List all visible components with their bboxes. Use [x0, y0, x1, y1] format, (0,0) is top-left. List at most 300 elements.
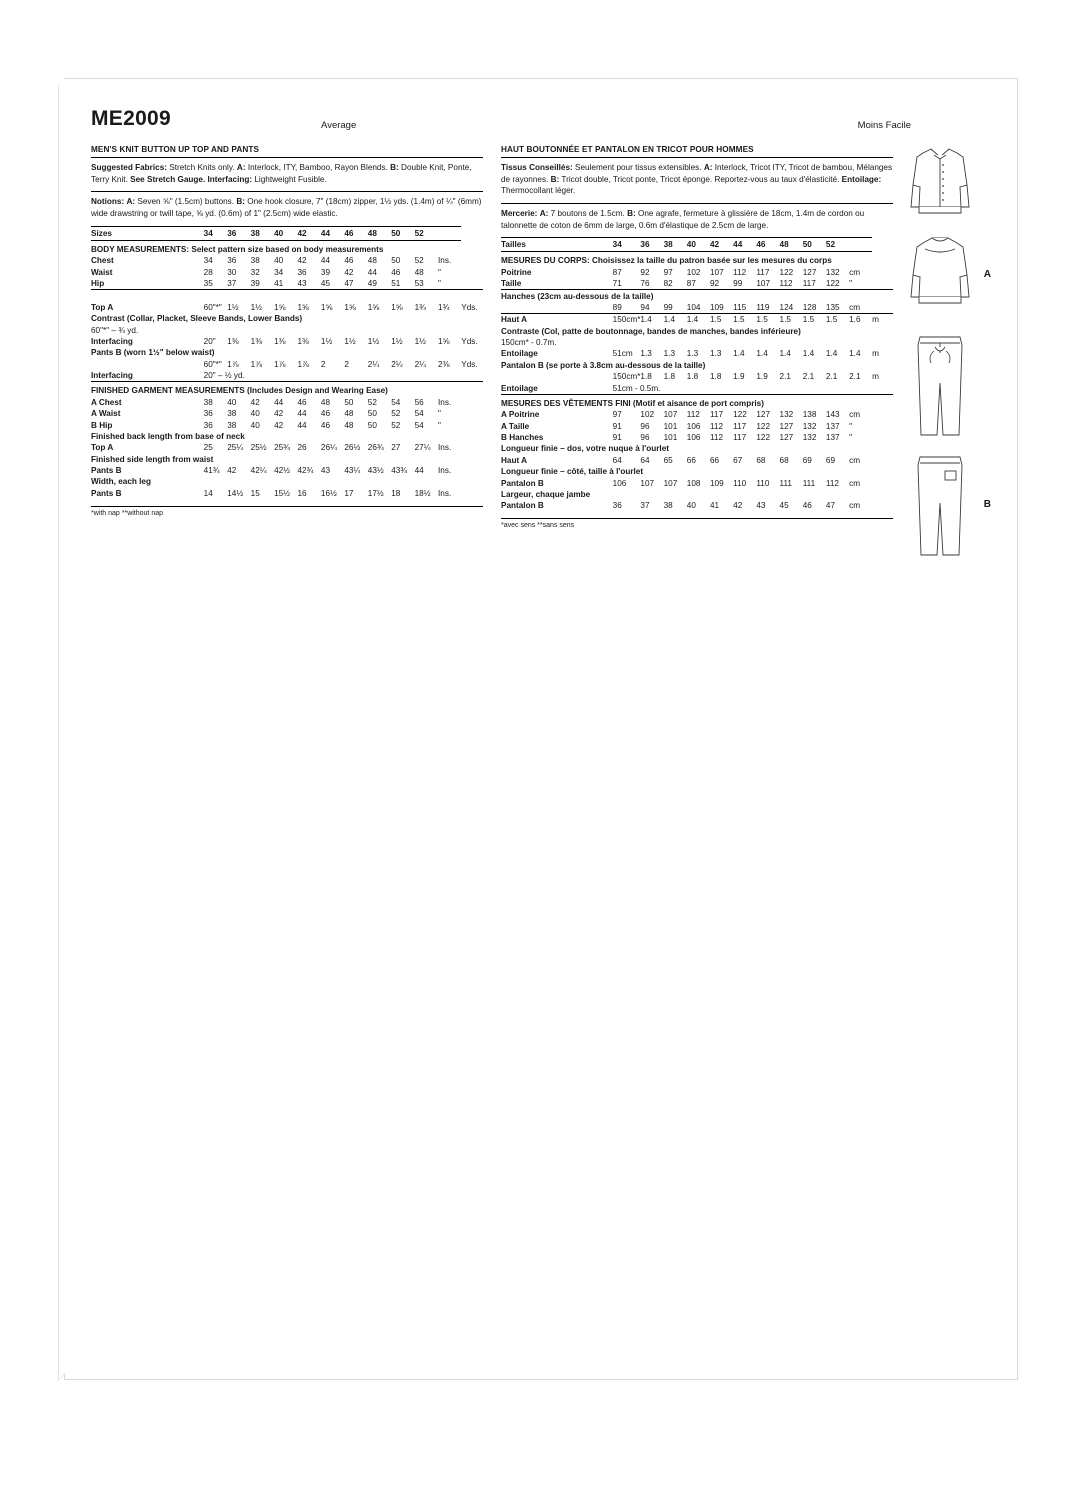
- cell: 91: [612, 421, 622, 431]
- cell: 46: [802, 501, 812, 511]
- body-measurements-head: MESURES DU CORPS: Choisissez la taille du patron basée sur les mesures du corps: [501, 256, 832, 266]
- cell: 101: [663, 433, 678, 443]
- cell: 40: [250, 420, 260, 430]
- cell: 1.5: [756, 315, 768, 325]
- table-row: [501, 420, 893, 431]
- table-row: [91, 266, 483, 277]
- cell: 106: [686, 421, 701, 431]
- cell: 2¼: [414, 359, 426, 369]
- cell: 122: [779, 267, 794, 277]
- cell: 18½: [414, 488, 431, 498]
- unit: ": [438, 409, 441, 419]
- cell: 51: [391, 278, 401, 288]
- cell: 92: [709, 279, 720, 289]
- cell: 1.5: [709, 315, 722, 325]
- figure-view-a-front: [901, 145, 983, 231]
- cell: 43: [320, 466, 331, 476]
- cell: 1⅞: [297, 359, 309, 369]
- french-measurements-table: [501, 237, 893, 511]
- row-label: Top A: [91, 443, 114, 453]
- table-row: [501, 466, 893, 477]
- cell: 127: [802, 267, 817, 277]
- side-length-head: Finished side length from waist: [91, 454, 214, 464]
- cell: 41: [709, 501, 720, 511]
- cell: 1½: [414, 336, 426, 346]
- cell: 1.4: [756, 349, 768, 359]
- cell: 2⅜: [438, 359, 450, 369]
- cell: 87: [612, 267, 622, 277]
- cell: 132: [802, 433, 817, 443]
- table-row: [501, 267, 893, 278]
- cell: 143: [825, 410, 840, 420]
- size-header: 52: [826, 238, 849, 252]
- cell: 1.8: [663, 372, 675, 382]
- pants-head: Pantalon B (se porte à 3.8cm au-dessous de la taille): [501, 360, 706, 370]
- cell: 16: [297, 488, 307, 498]
- size-header: 42: [298, 226, 321, 240]
- cell: 107: [709, 267, 724, 277]
- cell: 17: [344, 488, 354, 498]
- cell: 138: [802, 410, 817, 420]
- cell: 102: [640, 410, 655, 420]
- back-length-head: Longueur finie – dos, votre nuque à l'ourlet: [501, 444, 669, 454]
- size-header: 44: [733, 238, 756, 252]
- cell: 1.5: [825, 315, 838, 325]
- cell: 106: [686, 433, 701, 443]
- cell: 1.3: [686, 349, 699, 359]
- cell: 49: [367, 278, 377, 288]
- table-row: [501, 382, 893, 394]
- table-row: [91, 419, 483, 430]
- contrast-head: Contrast (Collar, Placket, Sleeve Bands, Lower Bands): [91, 314, 303, 324]
- cell: 1.5: [733, 315, 745, 325]
- cell: 89: [612, 302, 622, 312]
- table-row: [91, 370, 483, 382]
- cell: 27: [391, 443, 401, 453]
- hip-head: Hanches (23cm au-dessous de la taille): [501, 291, 654, 301]
- divider: [91, 191, 483, 192]
- cell: 52: [367, 397, 377, 407]
- table-row: [501, 409, 893, 420]
- fabric-width: 150cm*: [612, 315, 641, 325]
- english-column: [91, 145, 483, 565]
- cell: 82: [663, 279, 673, 289]
- size-header: 44: [321, 226, 344, 240]
- divider: [501, 203, 893, 204]
- table-row: [91, 488, 483, 499]
- cell: 42½: [274, 466, 291, 476]
- unit: ": [849, 421, 853, 431]
- cell: 92: [640, 267, 650, 277]
- pants-b-back-drawing: [901, 451, 979, 561]
- cell: 107: [640, 478, 655, 488]
- cell: 1.4: [825, 349, 838, 359]
- size-header: 42: [710, 238, 733, 252]
- cell: 26¾: [367, 443, 384, 453]
- cell: 112: [825, 478, 839, 488]
- cell: 42: [274, 420, 284, 430]
- cell: 96: [640, 433, 650, 443]
- cell: 1¾: [438, 302, 450, 312]
- cell: 99: [733, 279, 743, 289]
- interfacing-yardage: 51cm - 0.5m.: [612, 383, 661, 393]
- cell: 94: [640, 302, 650, 312]
- cell: 110: [756, 478, 770, 488]
- unit: cm: [849, 410, 861, 420]
- cell: 25: [203, 443, 213, 453]
- unit: Ins.: [438, 466, 452, 476]
- cell: 1.3: [640, 349, 652, 359]
- unit: cm: [849, 501, 861, 511]
- cell: 68: [779, 455, 789, 465]
- cell: 137: [825, 433, 840, 443]
- cell: 66: [686, 455, 696, 465]
- row-label: Interfacing: [91, 336, 133, 346]
- cell: 71: [612, 279, 622, 289]
- unit: Ins.: [438, 256, 452, 266]
- cell: 46: [297, 397, 307, 407]
- cell: 124: [779, 302, 794, 312]
- fabric-width: 60"*": [203, 302, 222, 312]
- cell: 42: [344, 267, 354, 277]
- cell: 39: [320, 267, 331, 277]
- cell: 1⅜: [227, 336, 239, 346]
- cell: 1½: [227, 302, 239, 312]
- row-label: Chest: [91, 256, 114, 266]
- row-label: Pants B: [91, 488, 122, 498]
- cell: 76: [640, 279, 650, 289]
- french-fabrics: Tissus Conseillés: Seulement pour tissus extensibles. A: Interlock, Tricot ITY, Tricot de bambou, Mélanges de rayonnes. B: Tricot double, Tricot ponte, Tricot éponge. Reportez-vous au taux d'élasticité. Entoilage: Thermocollant léger.: [501, 163, 893, 196]
- view-b-label: B: [983, 499, 991, 510]
- cell: 117: [733, 433, 747, 443]
- table-row: [91, 313, 483, 324]
- table-row: [91, 324, 483, 335]
- cell: 25¾: [274, 443, 291, 453]
- cell: 1½: [367, 336, 380, 346]
- cell: 117: [802, 279, 816, 289]
- unit: ": [849, 279, 853, 289]
- row-label: A Poitrine: [501, 410, 540, 420]
- size-header: 36: [227, 226, 250, 240]
- fabric-width: 20": [203, 336, 216, 346]
- cell: 46: [391, 267, 401, 277]
- table-row: [501, 290, 893, 302]
- cell: 42: [733, 501, 743, 511]
- cell: 18: [391, 488, 401, 498]
- cell: 1⅝: [391, 302, 403, 312]
- cell: 109: [709, 478, 724, 488]
- cell: 1⅞: [274, 359, 286, 369]
- cell: 1½: [250, 302, 263, 312]
- table-row: [91, 476, 483, 487]
- back-length-head: Finished back length from base of neck: [91, 431, 245, 441]
- row-label: Interfacing: [91, 371, 133, 381]
- interfacing-yardage: 20" – ½ yd.: [203, 371, 245, 381]
- cell: 64: [612, 455, 622, 465]
- cell: 40: [686, 501, 696, 511]
- row-label: Taille: [501, 279, 522, 289]
- table-row: [91, 278, 483, 290]
- table-row-sizes: [91, 226, 483, 240]
- cell: 112: [733, 267, 747, 277]
- cell: 1.8: [640, 372, 652, 382]
- fabric-width: 51cm: [612, 349, 633, 359]
- cell: 117: [756, 267, 770, 277]
- cell: 38: [663, 501, 673, 511]
- cell: 1.4: [802, 349, 815, 359]
- fabric-width: 60"*": [203, 359, 222, 369]
- cell: 38: [250, 256, 260, 266]
- cell: 40: [250, 409, 260, 419]
- unit: Ins.: [438, 397, 452, 407]
- unit: cm: [849, 302, 861, 312]
- cell: 127: [756, 410, 771, 420]
- cell: 111: [802, 478, 816, 488]
- cell: 52: [414, 256, 424, 266]
- cell: 42¼: [250, 466, 267, 476]
- table-row: [501, 455, 893, 466]
- cell: 2¼: [391, 359, 403, 369]
- size-header: 50: [391, 226, 414, 240]
- size-header: 48: [780, 238, 803, 252]
- pattern-envelope-back: [64, 78, 1018, 1380]
- cell: 36: [612, 501, 622, 511]
- unit: ": [438, 420, 441, 430]
- cell: 42: [250, 397, 260, 407]
- size-header: 34: [204, 226, 228, 240]
- french-column: [501, 145, 893, 565]
- table-row-section-head: [91, 382, 483, 397]
- row-label: Pants B: [91, 466, 122, 476]
- cell: 127: [779, 433, 794, 443]
- english-footnote: *with nap **without nap: [91, 506, 483, 517]
- contrast-yardage: 150cm* - 0.7m.: [501, 338, 557, 348]
- figure-view-b-back: [901, 451, 991, 561]
- cell: 43¾: [391, 466, 408, 476]
- size-header: 50: [803, 238, 826, 252]
- cell: 64: [640, 455, 650, 465]
- cell: 97: [612, 410, 622, 420]
- cell: 48: [344, 409, 354, 419]
- row-label: Waist: [91, 267, 113, 277]
- cell: 1⅜: [274, 336, 286, 346]
- cell: 132: [825, 267, 840, 277]
- line-drawings-panel: [901, 145, 991, 565]
- cell: 39: [250, 278, 260, 288]
- cell: 35: [203, 278, 213, 288]
- cell: 117: [709, 410, 724, 420]
- row-label: Pantalon B: [501, 478, 544, 488]
- top-a-front-drawing: [901, 145, 979, 231]
- figure-view-a-back: [901, 235, 991, 321]
- cell: 119: [756, 302, 770, 312]
- table-row: [501, 302, 893, 314]
- cell: 27¼: [414, 443, 431, 453]
- cell: 1.6: [849, 315, 861, 325]
- cell: 52: [391, 409, 401, 419]
- pants-head: Pants B (worn 1½" below waist): [91, 348, 215, 358]
- cell: 1.4: [733, 349, 745, 359]
- cell: 1⅝: [344, 302, 356, 312]
- cell: 1⅝: [367, 302, 380, 312]
- cell: 41¾: [203, 466, 220, 476]
- document-header: [91, 107, 991, 131]
- unit: Yds.: [461, 302, 478, 312]
- cell: 38: [227, 420, 237, 430]
- cell: 50: [367, 409, 377, 419]
- cell: 97: [663, 267, 673, 277]
- finished-head: MESURES DES VÊTEMENTS FINI (Motif et aisance de port compris): [501, 398, 764, 408]
- cell: 36: [297, 267, 307, 277]
- cell: 1.3: [709, 349, 722, 359]
- table-row: [91, 465, 483, 476]
- cell: 41: [274, 278, 284, 288]
- cell: 32: [250, 267, 260, 277]
- cell: 44: [297, 409, 307, 419]
- unit: Ins.: [438, 488, 452, 498]
- cell: 1¾: [414, 302, 426, 312]
- table-row: [501, 360, 893, 371]
- table-row-section-head: [91, 240, 483, 255]
- cell: 115: [733, 302, 747, 312]
- table-row: [91, 397, 483, 408]
- cell: 42: [274, 409, 284, 419]
- fabric-width: 150cm*: [612, 372, 641, 382]
- cell: 1⅝: [320, 302, 333, 312]
- cell: 17½: [367, 488, 384, 498]
- unit: cm: [849, 478, 861, 488]
- cell: 52: [391, 420, 401, 430]
- cell: 15: [250, 488, 260, 498]
- cell: 117: [733, 421, 747, 431]
- row-label: Top A: [91, 302, 114, 312]
- cell: 50: [367, 420, 377, 430]
- table-row: [91, 358, 483, 369]
- cell: 122: [733, 410, 747, 420]
- table-row: [501, 337, 893, 348]
- size-header: 36: [640, 238, 663, 252]
- cell: 69: [802, 455, 812, 465]
- size-header: 52: [415, 226, 438, 240]
- unit: cm: [849, 267, 861, 277]
- cell: 14: [203, 488, 213, 498]
- row-label: Poitrine: [501, 267, 532, 277]
- sizes-label: Sizes: [91, 226, 204, 240]
- cell: 67: [733, 455, 743, 465]
- cell: 1.4: [849, 349, 861, 359]
- cell: 122: [756, 433, 771, 443]
- cell: 48: [367, 256, 377, 266]
- cell: 40: [274, 256, 284, 266]
- cell: 107: [663, 478, 678, 488]
- french-title: HAUT BOUTONNÉE ET PANTALON EN TRICOT POUR HOMMES: [501, 145, 893, 158]
- size-header: 38: [251, 226, 274, 240]
- cell: 1⅞: [227, 359, 239, 369]
- side-length-head: Longueur finie – côté, taille à l'ourlet: [501, 467, 644, 477]
- size-header: 48: [368, 226, 391, 240]
- size-header: 38: [664, 238, 687, 252]
- cell: 54: [391, 397, 401, 407]
- cell: 2¼: [367, 359, 380, 369]
- cell: 101: [663, 421, 678, 431]
- cell: 1.4: [686, 315, 699, 325]
- cell: 56: [414, 397, 424, 407]
- table-row: [501, 314, 893, 326]
- width-head: Width, each leg: [91, 477, 151, 487]
- table-row: [91, 347, 483, 358]
- cell: 44: [297, 420, 307, 430]
- cell: 42: [297, 256, 307, 266]
- cell: 132: [779, 410, 794, 420]
- table-row: [501, 278, 893, 290]
- cell: 48: [344, 420, 354, 430]
- unit-header: [438, 226, 461, 240]
- cell: 1⅝: [274, 302, 286, 312]
- cell: 111: [779, 478, 792, 488]
- cell: 47: [344, 278, 354, 288]
- cell: 1.4: [640, 315, 652, 325]
- cell: 2.1: [802, 372, 815, 382]
- cell: 45: [320, 278, 331, 288]
- contrast-head: Contraste (Col, patte de boutonnage, bandes de manches, bandes inférieure): [501, 326, 801, 336]
- table-row: [91, 431, 483, 442]
- cell: 2.1: [825, 372, 838, 382]
- cell: 44: [320, 256, 331, 266]
- row-label: A Waist: [91, 409, 121, 419]
- cell: 2: [320, 359, 326, 369]
- english-measurements-table: [91, 226, 483, 499]
- table-row: [501, 348, 893, 359]
- cell: 43: [756, 501, 766, 511]
- cell: 106: [612, 478, 627, 488]
- size-header: 46: [756, 238, 779, 252]
- cell: 1.5: [802, 315, 815, 325]
- cell: 34: [203, 256, 213, 266]
- cell: 1½: [320, 336, 333, 346]
- cell: 16½: [320, 488, 337, 498]
- unit: Yds.: [461, 336, 478, 346]
- cell: 28: [203, 267, 213, 277]
- top-a-back-drawing: [901, 235, 979, 321]
- cell: 25¼: [227, 443, 244, 453]
- table-row: [91, 442, 483, 453]
- cell: 127: [779, 421, 794, 431]
- cell: 110: [733, 478, 747, 488]
- cell: 54: [414, 409, 424, 419]
- row-label: Pantalon B: [501, 501, 544, 511]
- cell: 46: [320, 420, 331, 430]
- cell: 68: [756, 455, 766, 465]
- cell: 1.8: [709, 372, 722, 382]
- cell: 91: [612, 433, 622, 443]
- cell: 1½: [344, 336, 356, 346]
- cell: 135: [825, 302, 840, 312]
- finished-head: FINISHED GARMENT MEASUREMENTS (Includes Design and Wearing Ease): [91, 386, 388, 396]
- cell: 26¼: [320, 443, 337, 453]
- figure-view-b-front: [901, 331, 983, 441]
- english-fabrics: Suggested Fabrics: Stretch Knits only. A: Interlock, ITY, Bamboo, Rayon Blends. B: Double Knit, Ponte, Terry Knit. See Stretch Gauge. Interfacing: Lightweight Fusible.: [91, 163, 472, 184]
- table-row: [501, 489, 893, 500]
- view-a-label: A: [983, 269, 991, 280]
- cell: 1.9: [756, 372, 768, 382]
- table-row: [91, 453, 483, 464]
- cell: 2: [344, 359, 349, 369]
- cell: 109: [709, 302, 724, 312]
- cell: 50: [344, 397, 354, 407]
- row-label: Hip: [91, 278, 105, 288]
- cell: 40: [227, 397, 237, 407]
- cell: 15½: [274, 488, 291, 498]
